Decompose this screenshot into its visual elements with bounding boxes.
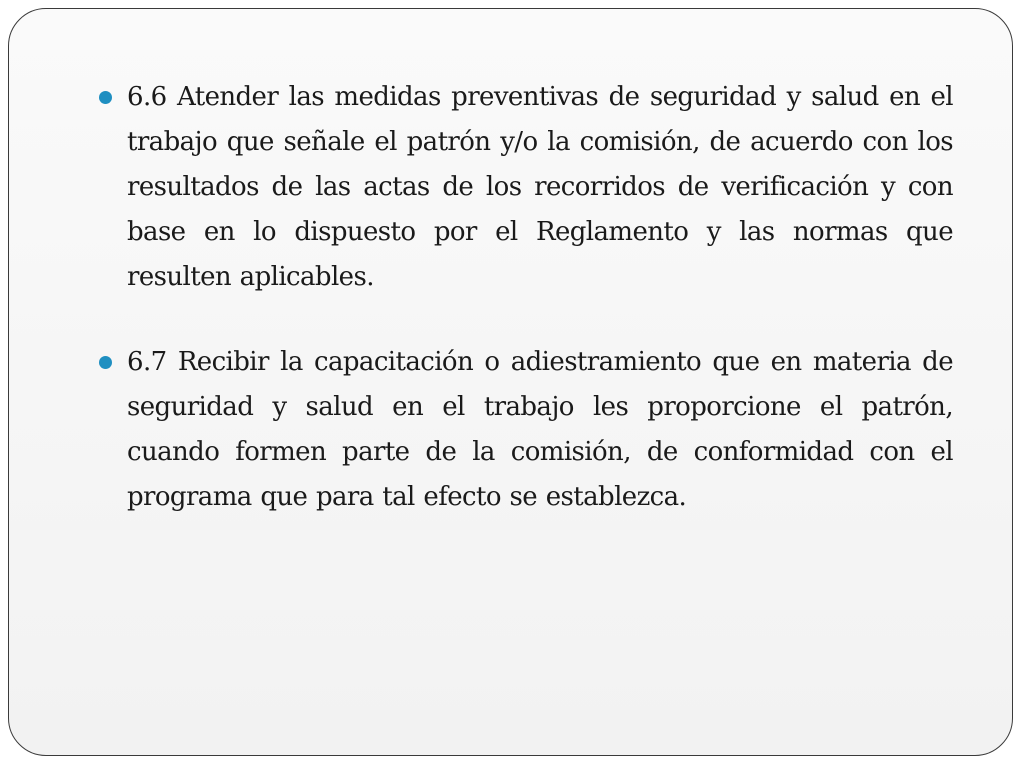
bullet-text: 6.6 Atender las medidas preventivas de seguridad y salud en el trabajo que señale el patrón y/o la comisión, de acuerdo con los resultados de las actas de los recorridos de verificación y con base en lo dispuesto por el Reglamento y las normas que resulten aplicables. [127, 82, 953, 292]
round-bullet-icon [99, 356, 112, 369]
bullet-text: 6.7 Recibir la capacitación o adiestramiento que en materia de seguridad y salud en el trabajo les proporcione el patrón, cuando formen parte de la comisión, de conformidad con el programa que para tal efecto se establezca. [127, 347, 953, 512]
slide-frame [8, 8, 1013, 756]
bullet-item-6-6 [93, 75, 953, 300]
bullet-item-6-7 [93, 340, 953, 520]
bullet-list [93, 75, 953, 560]
round-bullet-icon [99, 91, 112, 104]
